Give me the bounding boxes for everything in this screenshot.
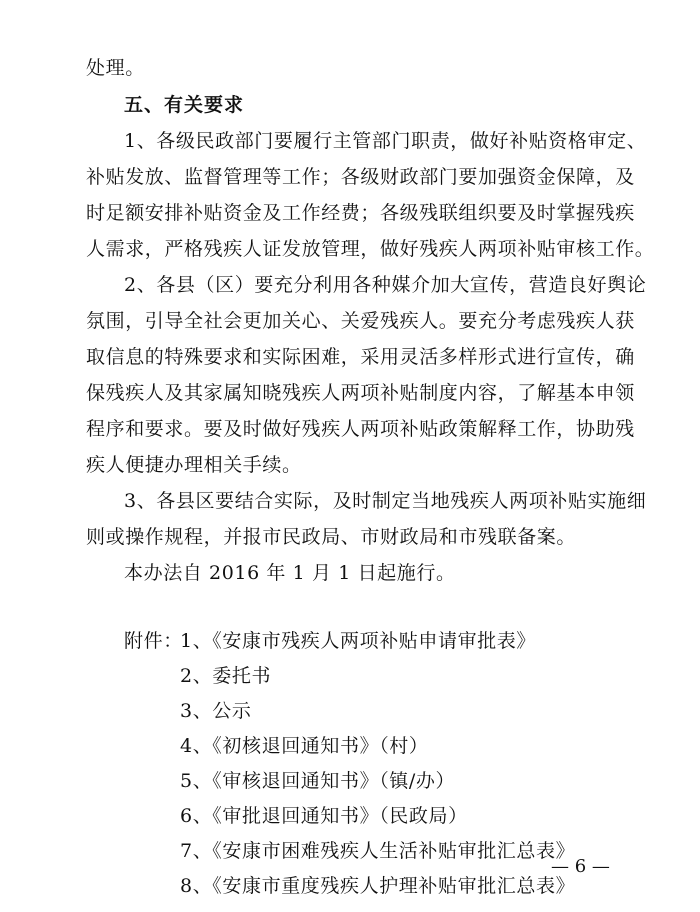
body-line: 处理。: [86, 57, 145, 79]
paragraph-1-line: 时足额安排补贴资金及工作经费；各级残联组织要及时掌握残疾: [86, 202, 635, 224]
section-heading: 五、有关要求: [124, 94, 245, 116]
attachment-item: 3、公示: [180, 700, 252, 722]
attachment-item: 2、委托书: [180, 665, 272, 687]
paragraph-1-line: 1、各级民政部门要履行主管部门职责，做好补贴资格审定、: [124, 130, 647, 152]
paragraph-2-line: 保残疾人及其家属知晓残疾人两项补贴制度内容，了解基本申领: [86, 382, 635, 404]
paragraph-2-line: 程序和要求。要及时做好残疾人两项补贴政策解释工作，协助残: [86, 418, 635, 440]
attachment-item: 5、《审核退回通知书》（镇/办）: [180, 770, 456, 792]
attachment-item: 4、《初核退回通知书》（村）: [180, 735, 429, 757]
attachment-item: 1、《安康市残疾人两项补贴申请审批表》: [180, 630, 536, 652]
paragraph-2-line: 疾人便捷办理相关手续。: [86, 454, 302, 476]
paragraph-2-line: 氛围，引导全社会更加关心、关爱残疾人。要充分考虑残疾人获: [86, 310, 635, 332]
paragraph-2-line: 取信息的特殊要求和实际困难，采用灵活多样形式进行宣传，确: [86, 346, 635, 368]
paragraph-3-line: 3、各县区要结合实际，及时制定当地残疾人两项补贴实施细: [124, 490, 647, 512]
paragraph-1-line: 人需求，严格残疾人证发放管理，做好残疾人两项补贴审核工作。: [86, 238, 655, 260]
attachment-item: 7、《安康市困难残疾人生活补贴审批汇总表》: [180, 840, 576, 862]
page-number: — 6 —: [551, 856, 610, 877]
effective-date-line: 本办法自 2016 年 1 月 1 日起施行。: [124, 562, 456, 584]
attachment-item: 6、《审批退回通知书》（民政局）: [180, 805, 468, 827]
attachments-label: 附件：: [124, 630, 183, 652]
paragraph-2-line: 2、各县（区）要充分利用各种媒介加大宣传，营造良好舆论: [124, 274, 647, 296]
paragraph-3-line: 则或操作规程，并报市民政局、市财政局和市残联备案。: [86, 526, 577, 548]
attachment-item: 8、《安康市重度残疾人护理补贴审批汇总表》: [180, 875, 576, 897]
paragraph-1-line: 补贴发放、监督管理等工作；各级财政部门要加强资金保障，及: [86, 166, 635, 188]
